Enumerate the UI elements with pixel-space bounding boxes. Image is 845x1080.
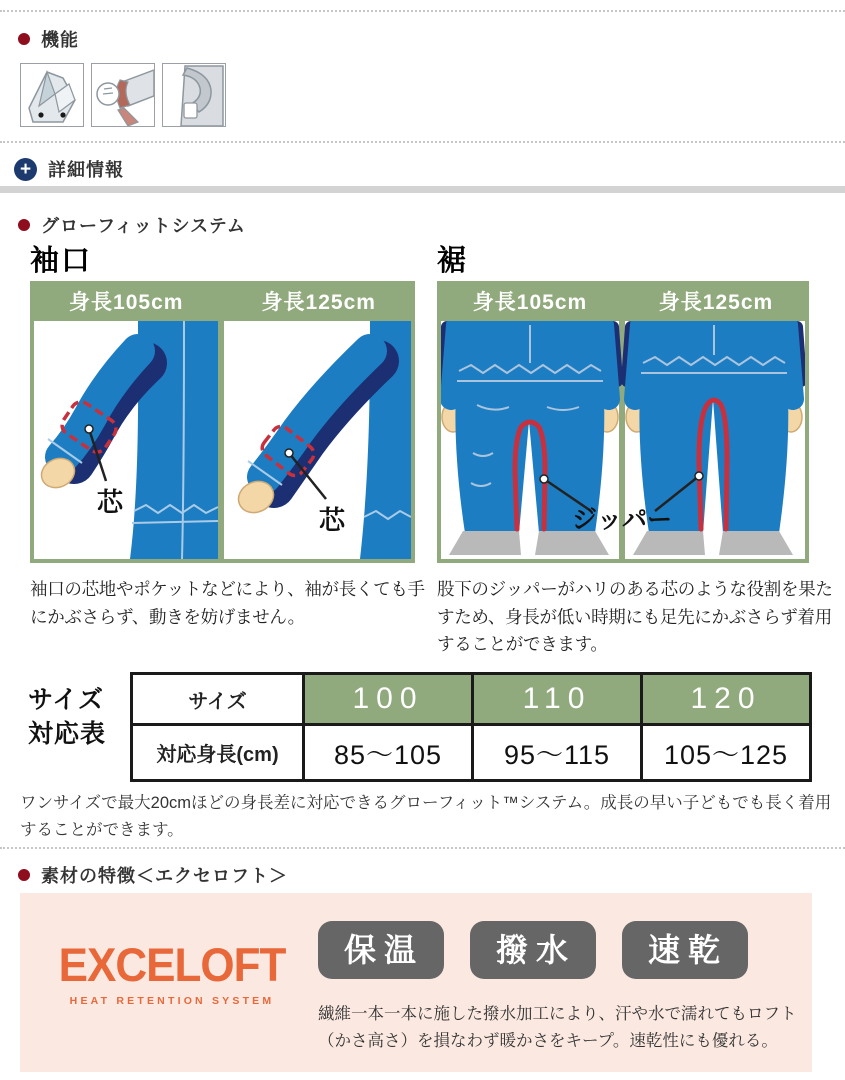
hem-panel-labels	[437, 281, 809, 321]
size-cell-100: 100	[304, 674, 473, 725]
section-divider-bar	[0, 186, 845, 193]
size-cell-110: 110	[473, 674, 642, 725]
features-title: 機能	[41, 30, 79, 50]
size-table-caption	[28, 684, 106, 752]
exceloft-feature-box	[20, 893, 812, 1072]
hem-illustration	[441, 321, 805, 559]
hem-description: 股下のジッパーがハリのある芯のような役割を果たすため、身長が低い時期にも足先にかぶさらず着用することができます。	[437, 579, 833, 655]
hem-label-105: 身長105cm	[472, 291, 588, 314]
core-pointer-label-2: 芯	[318, 505, 346, 535]
height-cell-100: 85～105	[304, 725, 473, 781]
badge-quick-dry: 速乾	[622, 921, 748, 979]
hem-panel	[437, 281, 809, 563]
cuff-label-105: 身長105cm	[69, 291, 184, 314]
badge-water-repellent: 撥水	[470, 921, 596, 979]
exceloft-logo-text: EXCELOFT	[58, 939, 286, 992]
size-table-row-label: 対応身長(cm)	[132, 725, 304, 781]
size-table-note: ワンサイズで最大20cmほどの身長差に対応できるグローフィット™システム。成長の早い子どもでも長く着用することができます。	[20, 794, 832, 839]
material-header	[18, 862, 288, 888]
cuff-illustration	[34, 321, 411, 559]
bullet-ring-icon	[18, 33, 30, 45]
pocket-hand-illustration	[163, 64, 225, 126]
feature-thumbnails	[20, 63, 226, 127]
divider-dotted-top	[0, 10, 845, 12]
height-cell-120: 105～125	[642, 725, 811, 781]
cuff-label-125: 身長125cm	[261, 291, 376, 314]
feature-thumbnail-collar[interactable]	[20, 63, 84, 127]
material-description: 繊維一本一本に施した撥水加工により、汗や水で濡れてもロフト（かさ高さ）を損なわず暖かさをキープ。速乾性にも優れる。	[318, 1005, 797, 1050]
detail-info-header	[14, 156, 124, 182]
size-table-header-label: サイズ	[132, 674, 304, 725]
divider-dotted-mid	[0, 141, 845, 143]
size-table-caption-line2: 対応表	[28, 719, 107, 748]
bullet-ring-icon	[18, 219, 30, 231]
size-table-caption-line1: サイズ	[28, 686, 105, 714]
hem-title: 裾	[437, 245, 469, 277]
cuff-title: 袖口	[30, 245, 93, 277]
divider-dotted-bottom	[0, 847, 845, 849]
height-cell-110: 95～115	[473, 725, 642, 781]
cuff-description: 袖口の芯地やポケットなどにより、袖が長くても手にかぶさらず、動きを妨げません。	[30, 579, 425, 627]
exceloft-logo	[52, 941, 292, 1007]
grow-fit-title: グローフィットシステム	[41, 216, 246, 236]
collar-illustration	[21, 64, 83, 126]
cuff-panel	[30, 281, 415, 563]
feature-thumbnail-cuff[interactable]	[91, 63, 155, 127]
wrist-cuff-illustration	[92, 64, 154, 126]
features-section-header	[18, 26, 79, 52]
bullet-ring-icon	[18, 869, 30, 881]
size-table	[130, 672, 812, 782]
material-title: 素材の特徴＜エクセロフト＞	[41, 866, 288, 886]
cuff-panel-labels	[30, 281, 415, 321]
hem-label-125: 身長125cm	[658, 291, 774, 314]
badge-heat-retention: 保温	[318, 921, 444, 979]
zipper-pointer-label: ジッパー	[571, 506, 673, 534]
feature-thumbnail-pocket[interactable]	[162, 63, 226, 127]
core-pointer-label-1: 芯	[96, 487, 124, 517]
grow-fit-header	[18, 212, 246, 238]
exceloft-logo-subtext: HEAT RETENTION SYSTEM	[69, 995, 275, 1007]
material-badges	[318, 921, 748, 979]
detail-info-title: 詳細情報	[48, 160, 124, 180]
plus-circle-icon	[14, 158, 37, 181]
size-cell-120: 120	[642, 674, 811, 725]
